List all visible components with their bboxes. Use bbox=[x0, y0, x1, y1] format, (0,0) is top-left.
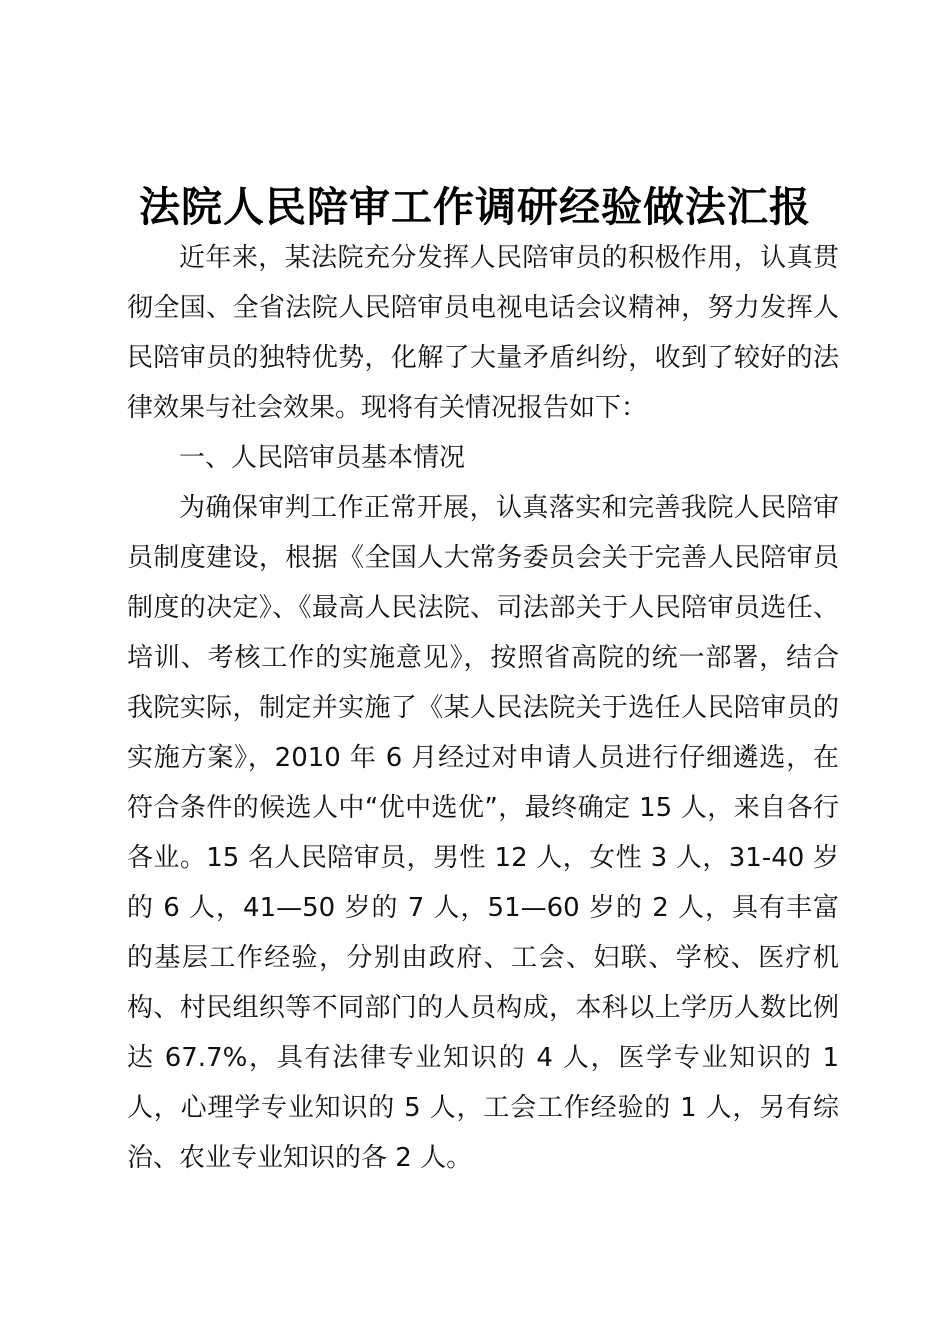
paragraph-intro: 近年来，某法院充分发挥人民陪审员的积极作用，认真贯彻全国、全省法院人民陪审员电视电话会议精神，努力发挥人民陪审员的独特优势，化解了大量矛盾纠纷，收到了较好的法律效果与社会效果。现将有关情况报告如下： bbox=[127, 243, 839, 423]
document-body bbox=[127, 233, 839, 1183]
paragraph-basic-info: 为确保审判工作正常开展，认真落实和完善我院人民陪审员制度建设，根据《全国人大常务委员会关于完善人民陪审员制度的决定》、《最高人民法院、司法部关于人民陪审员选任、培训、考核工作的实施意见》，按照省高院的统一部署，结合我院实际，制定并实施了《某人民法院关于选任人民陪审员的实施方案》，2010 年 6 月经过对申请人员进行仔细遴选，在符合条件的候选人中“优中选优”，最终确定 15 人，来自各行各业。15 名人民陪审员，男性 12 人，女性 3 人，31-40 岁的 6 人，41—50 岁的 7 人，51—60 岁的 2 人，具有丰富的基层工作经验，分别由政府、工会、妇联、学校、医疗机构、村民组织等不同部门的人员构成，本科以上学历人数比例达 67.7%，具有法律专业知识的 4 人，医学专业知识的 1 人，心理学专业知识的 5 人，工会工作经验的 1 人，另有综治、农业专业知识的各 2 人。 bbox=[127, 493, 839, 1173]
document-title: 法院人民陪审工作调研经验做法汇报 bbox=[139, 183, 811, 231]
section-heading-1: 一、人民陪审员基本情况 bbox=[179, 443, 466, 473]
